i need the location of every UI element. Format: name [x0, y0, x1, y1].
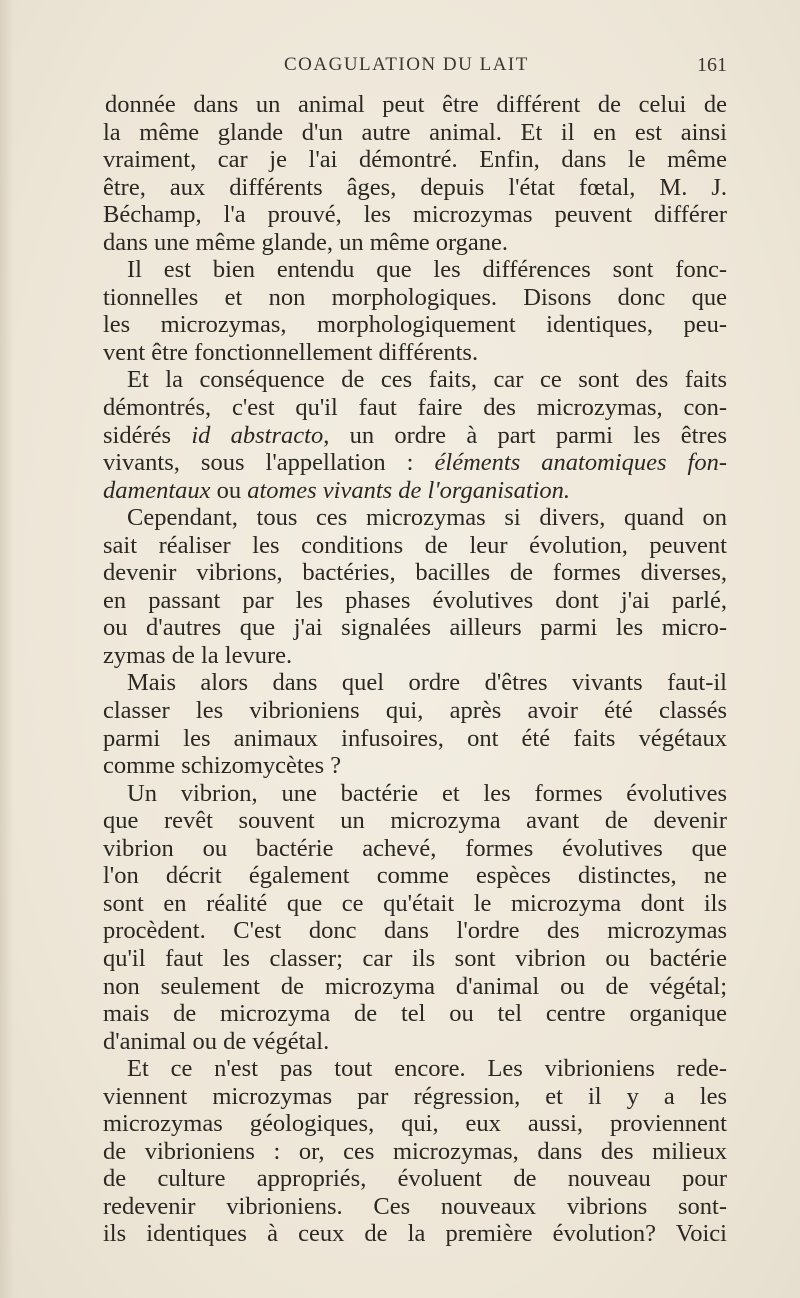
text-line: être, aux différents âges, depuis l'état fœtal, M. J.	[103, 173, 727, 201]
paragraph-first-line: Un vibrion, une bactérie et les formes évolutives	[127, 779, 727, 807]
body-text	[103, 91, 727, 1248]
text-line-mixed	[103, 422, 727, 450]
italic-term: id abstracto	[191, 421, 324, 449]
text-line: Béchamp, l'a prouvé, les microzymas peuvent différer	[103, 201, 727, 229]
italic-term: atomes vivants de l'organisation.	[247, 476, 571, 504]
paragraph-first-line: Mais alors dans quel ordre d'êtres vivants faut-il	[127, 669, 727, 697]
text-line: microzymas géologiques, qui, eux aussi, proviennent	[103, 1110, 727, 1138]
text-line: démontrés, c'est qu'il faut faire des microzymas, con-	[103, 394, 727, 422]
italic-term: damentaux	[103, 476, 211, 504]
text-line: tionnelles et non morphologiques. Disons donc que	[103, 283, 727, 311]
text-line: en passant par les phases évolutives dont j'ai parlé,	[103, 586, 727, 614]
text-line: viennent microzymas par régression, et il y a les	[103, 1082, 727, 1110]
text-line: redevenir vibrioniens. Ces nouveaux vibrions sont-	[103, 1192, 727, 1220]
text-line-mixed	[103, 449, 727, 477]
page-number: 161	[697, 54, 727, 76]
text-line: que revêt souvent un microzyma avant de devenir	[103, 807, 727, 835]
text-line: vibrion ou bactérie achevé, formes évolutives que	[103, 834, 727, 862]
text-line: sont en réalité que ce qu'était le microzyma dont ils	[103, 889, 727, 917]
text-line: parmi les animaux infusoires, ont été faits végétaux	[103, 724, 727, 752]
text-line: de culture appropriés, évoluent de nouveau pour	[103, 1165, 727, 1193]
text-line: donnée dans un animal peut être différent de celui de	[105, 91, 727, 118]
text-segment: sidérés	[103, 421, 192, 449]
text-line: zymas de la levure.	[103, 641, 293, 669]
text-line: de vibrioniens : or, ces microzymas, dans des milieux	[103, 1137, 727, 1165]
text-line: ou d'autres que j'ai signalées ailleurs parmi les micro-	[103, 614, 727, 642]
text-line: la même glande d'un autre animal. Et il en est ainsi	[103, 118, 727, 146]
text-segment: , un ordre à part parmi les êtres	[323, 421, 727, 449]
text-line: classer les vibrioniens qui, après avoir été classés	[103, 697, 727, 725]
page-header	[0, 54, 800, 82]
text-line: qu'il faut les classer; car ils sont vibrion ou bactérie	[103, 944, 727, 972]
text-line: vent être fonctionnellement différents.	[103, 338, 479, 366]
text-line: dans une même glande, un même organe.	[103, 228, 509, 256]
text-line: l'on décrit également comme espèces distinctes, ne	[103, 862, 727, 890]
italic-term: éléments anatomiques fon-	[434, 449, 727, 477]
text-line: vraiment, car je l'ai démontré. Enfin, dans le même	[103, 146, 727, 174]
page-edge-shadow	[0, 0, 14, 1298]
text-segment: ou	[210, 476, 248, 504]
text-line: sait réaliser les conditions de leur évolution, peuvent	[103, 531, 727, 559]
text-line: mais de microzyma de tel ou tel centre organique	[103, 1000, 727, 1028]
text-line-mixed	[103, 477, 727, 505]
text-line: devenir vibrions, bactéries, bacilles de formes diverses,	[103, 559, 727, 587]
running-title: COAGULATION DU LAIT	[284, 54, 529, 75]
text-line: comme schizomycètes ?	[103, 752, 342, 780]
paragraph-first-line: Et ce n'est pas tout encore. Les vibrioniens rede-	[127, 1055, 727, 1083]
text-line: d'animal ou de végétal.	[103, 1027, 330, 1055]
paragraph-first-line: Et la conséquence de ces faits, car ce sont des faits	[127, 366, 727, 394]
text-line: non seulement de microzyma d'animal ou de végétal;	[103, 972, 727, 1000]
text-line: les microzymas, morphologiquement identiques, peu-	[103, 311, 727, 339]
text-segment: vivants, sous l'appellation :	[103, 449, 435, 477]
text-line: procèdent. C'est donc dans l'ordre des microzymas	[103, 917, 727, 945]
text-line: ils identiques à ceux de la première évolution? Voici	[103, 1220, 727, 1248]
paragraph-first-line: Cependant, tous ces microzymas si divers, quand on	[127, 504, 727, 532]
paragraph-first-line: Il est bien entendu que les différences sont fonc-	[127, 256, 727, 284]
